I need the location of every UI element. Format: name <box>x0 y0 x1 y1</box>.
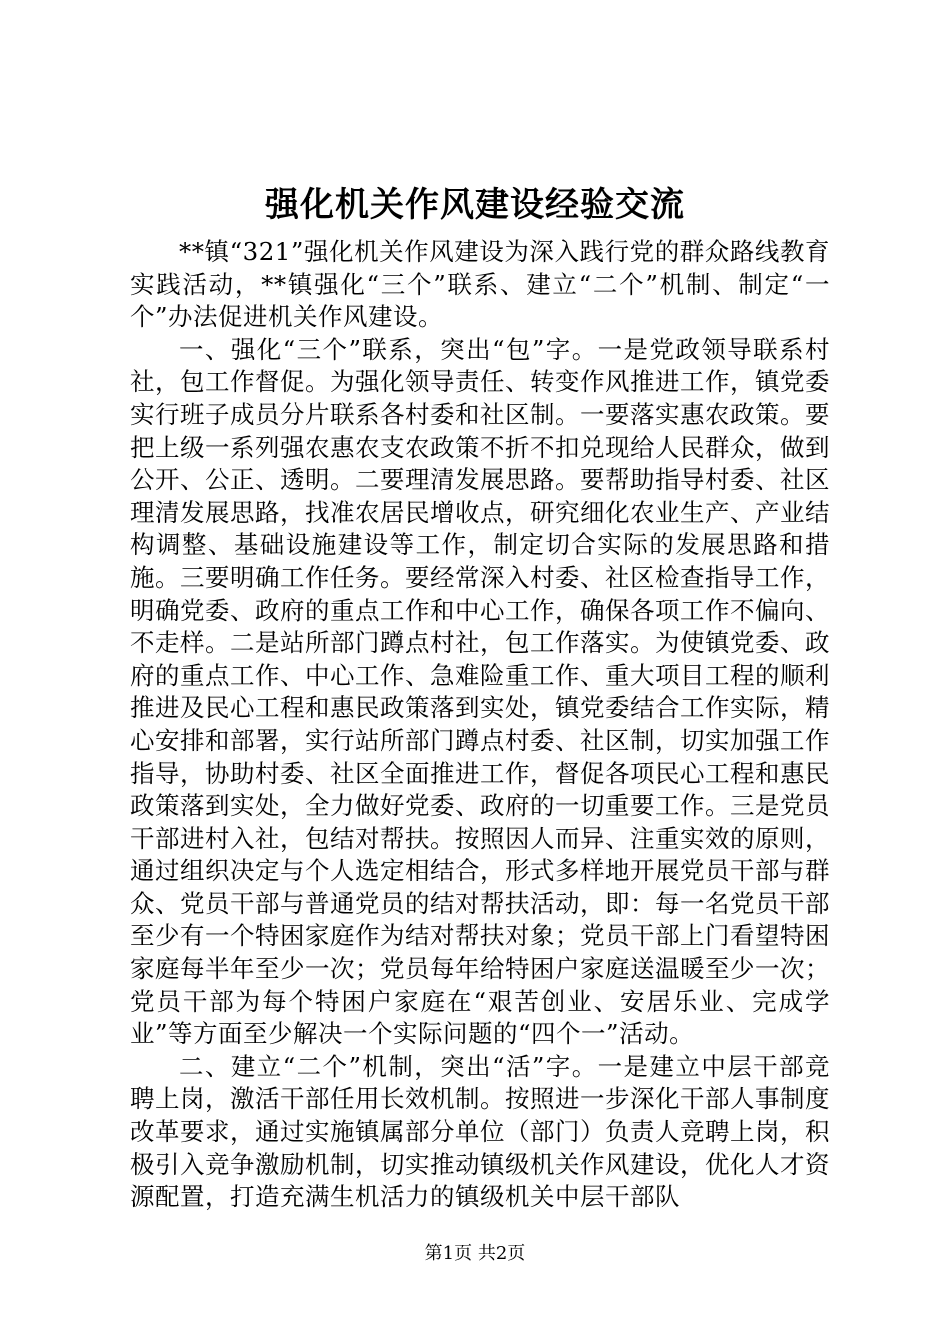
paragraph-section-two: 二、建立“二个”机制，突出“活”字。一是建立中层干部竞聘上岗，激活干部任用长效机制。按照进一步深化干部人事制度改革要求，通过实施镇属部分单位（部门）负责人竞聘上岗，积极引入竞争激励机制，切实推动镇级机关作风建设，优化人才资源配置，打造充满生机活力的镇级机关中层干部队 <box>130 1051 830 1212</box>
document-title: 强化机关作风建设经验交流 <box>265 184 685 225</box>
paragraph-section-one: 一、强化“三个”联系，突出“包”字。一是党政领导联系村社，包工作督促。为强化领导责任、转变作风推进工作，镇党委实行班子成员分片联系各村委和社区制。一要落实惠农政策。要把上级一系列强农惠农支农政策不折不扣兑现给人民群众，做到公开、公正、透明。二要理清发展思路。要帮助指导村委、社区理清发展思路，找准农居民增收点，研究细化农业生产、产业结构调整、基础设施建设等工作，制定切合实际的发展思路和措施。三要明确工作任务。要经常深入村委、社区检查指导工作，明确党委、政府的重点工作和中心工作，确保各项工作不偏向、不走样。二是站所部门蹲点村社，包工作落实。为使镇党委、政府的重点工作、中心工作、急难险重工作、重大项目工程的顺利推进及民心工程和惠民政策落到实处，镇党委结合工作实际，精心安排和部署，实行站所部门蹲点村委、社区制，切实加强工作指导，协助村委、社区全面推进工作，督促各项民心工程和惠民政策落到实处，全力做好党委、政府的一切重要工作。三是党员干部进村入社，包结对帮扶。按照因人而异、注重实效的原则，通过组织决定与个人选定相结合，形式多样地开展党员干部与群众、党员干部与普通党员的结对帮扶活动，即：每一名党员干部至少有一个特困家庭作为结对帮扶对象；党员干部上门看望特困家庭每半年至少一次；党员每年给特困户家庭送温暖至少一次；党员干部为每个特困户家庭在“艰苦创业、安居乐业、完成学业”等方面至少解决一个实际问题的“四个一”活动。 <box>130 334 830 1049</box>
page-number-footer: 第1页 共2页 <box>424 1243 526 1264</box>
document-body <box>130 236 830 1214</box>
paragraph-intro: **镇“321”强化机关作风建设为深入践行党的群众路线教育实践活动，**镇强化“三个”联系、建立“二个”机制、制定“一个”办法促进机关作风建设。 <box>130 237 830 332</box>
